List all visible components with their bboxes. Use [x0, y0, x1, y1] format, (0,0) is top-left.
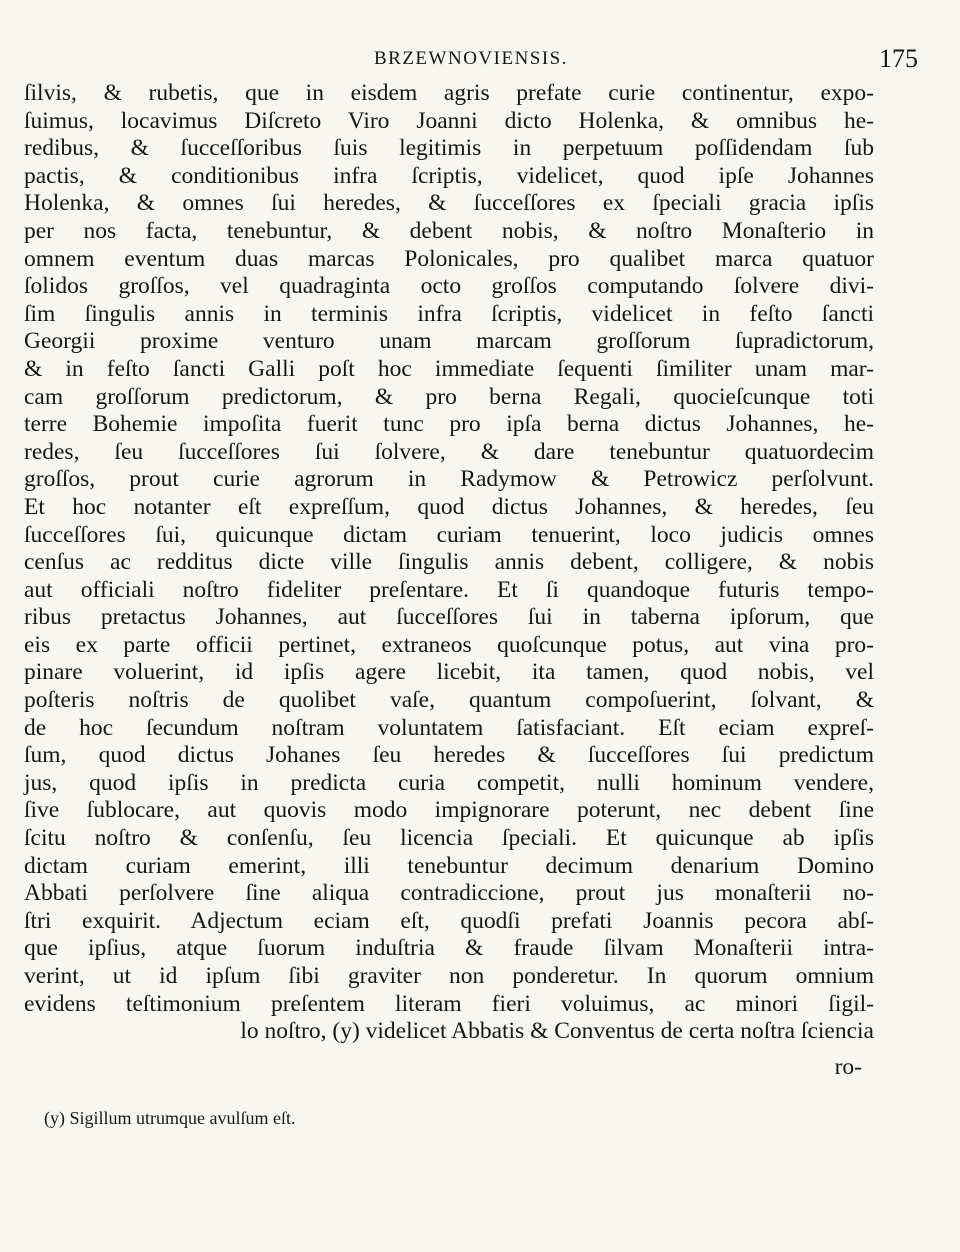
text-line: ſum, quod dictus Johanes ſeu heredes & ſucceſſores ſui predictum — [24, 742, 874, 769]
text-line: ſcitu noſtro & conſenſu, ſeu licencia ſpeciali. Et quicunque ab ipſis — [24, 825, 874, 852]
text-line: ſucceſſores ſui, quicunque dictam curiam tenuerint, loco judicis omnes — [24, 521, 874, 548]
text-line: & in feſto ſancti Galli poſt hoc immediate ſequenti ſimiliter unam mar- — [24, 355, 874, 382]
text-line: jus, quod ipſis in predicta curia competit, nulli hominum vendere, — [24, 769, 874, 796]
text-line: ribus pretactus Johannes, aut ſucceſſores ſui in taberna ipſorum, que — [24, 604, 874, 631]
text-line: pactis, & conditionibus infra ſcriptis, videlicet, quod ipſe Johannes — [24, 162, 874, 189]
text-line: aut officiali noſtro fideliter preſentare. Et ſi quandoque futuris tempo- — [24, 576, 874, 603]
text-line: ſim ſingulis annis in terminis infra ſcriptis, videlicet in feſto ſancti — [24, 300, 874, 327]
text-line: de hoc ſecundum noſtram voluntatem ſatisfaciant. Eſt eciam expreſ- — [24, 714, 874, 741]
text-line: ſolidos groſſos, vel quadraginta octo groſſos computando ſolvere divi- — [24, 273, 874, 300]
page-header — [24, 44, 918, 78]
text-line: groſſos, prout curie agrorum in Radymow & Petrowicz perſolvunt. — [24, 466, 874, 493]
text-line: verint, ut id ipſum ſibi graviter non ponderetur. In quorum omnium — [24, 963, 874, 989]
body-text — [24, 80, 874, 1046]
text-line: Et hoc notanter eſt expreſſum, quod dictus Johannes, & heredes, ſeu — [24, 493, 874, 520]
text-line: ſuimus, locavimus Diſcreto Viro Joanni dicto Holenka, & omnibus he- — [24, 107, 874, 134]
text-line: evidens teſtimonium preſentem literam fieri voluimus, ac minori ſigil- — [24, 990, 874, 1017]
text-line: dictam curiam emerint, illi tenebuntur decimum denarium Domino — [24, 852, 874, 879]
text-line: ſive ſublocare, aut quovis modo impignorare poterunt, nec debent ſine — [24, 797, 874, 824]
page-number: 175 — [879, 44, 918, 73]
catchword: ro- — [834, 1054, 862, 1080]
text-line: Holenka, & omnes ſui heredes, & ſucceſſores ex ſpeciali gracia ipſis — [24, 190, 874, 217]
text-line: omnem eventum duas marcas Polonicales, pro qualibet marca quatuor — [24, 245, 874, 272]
text-line: pinare voluerint, id ipſis agere licebit, ita tamen, quod nobis, vel — [24, 659, 874, 686]
text-line: lo noſtro, (y) videlicet Abbatis & Conventus de certa noſtra ſciencia — [240, 1018, 874, 1045]
footnote: (y) Sigillum utrumque avulſum eſt. — [44, 1108, 296, 1128]
text-line: ſilvis, & rubetis, que in eisdem agris prefate curie continentur, expo- — [24, 80, 874, 106]
text-line: eis ex parte officii pertinet, extraneos quoſcunque potus, aut vina pro- — [24, 631, 874, 658]
text-line: Abbati perſolvere ſine aliqua contradiccione, prout jus monaſterii no- — [24, 880, 874, 907]
text-line: redes, ſeu ſucceſſores ſui ſolvere, & dare tenebuntur quatuordecim — [24, 438, 874, 465]
text-line: Georgii proxime venturo unam marcam groſſorum ſupradictorum, — [24, 328, 874, 355]
text-line: terre Bohemie impoſita fuerit tunc pro ipſa berna dictus Johannes, he- — [24, 411, 874, 438]
text-line: cam groſſorum predictorum, & pro berna Regali, quocieſcunque toti — [24, 383, 874, 410]
text-line: que ipſius, atque ſuorum induſtria & fraude ſilvam Monaſterii intra- — [24, 935, 874, 962]
running-title: BRZEWNOVIENSIS. — [373, 48, 569, 69]
text-line: cenſus ac redditus dicte ville ſingulis annis debent, colligere, & nobis — [24, 549, 874, 576]
text-line: per nos facta, tenebuntur, & debent nobis, & noſtro Monaſterio in — [24, 217, 874, 244]
text-line: ſtri exquirit. Adjectum eciam eſt, quodſi prefati Joannis pecora abſ- — [24, 907, 874, 934]
text-line: poſteris noſtris de quolibet vaſe, quantum compoſuerint, ſolvant, & — [24, 687, 874, 714]
text-line: redibus, & ſucceſſoribus ſuis legitimis in perpetuum poſſidendam ſub — [24, 135, 874, 162]
